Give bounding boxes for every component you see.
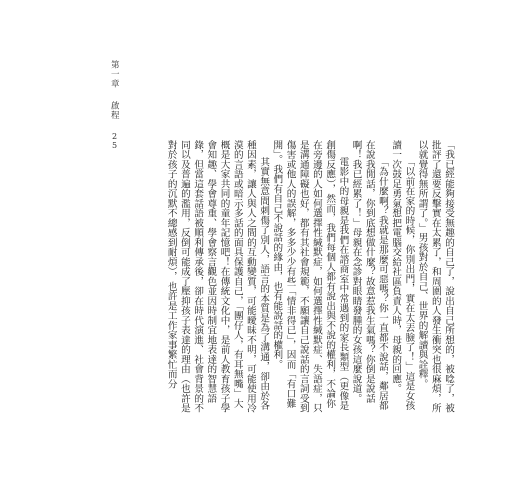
section-title: 啟程: [109, 100, 120, 120]
paragraph: 「為什麼啊？我就是那麼可惡嗎？你一直都不說話，鄰居都在說我閒話，你到底想做什麼？故意惹我生氣嗎？你倒是說話啊！我已經累了！」母親在念診對眼睛發腫的女孩這麼說道。: [350, 140, 388, 411]
paragraph: 「以前在家的時候，你別出門，實在太丟臉了！」這是女孩讀一次鼓足勇氣想把電腦交給社區負責人時，母親的回應。: [390, 140, 415, 411]
paragraph: 「我已經能夠接受無趣的自己了，說出自己所想的，被唸了，被批評了還要反擊實在太累了，和周圍的人發生衝突也很麻煩，所以就覺得無所謂了。」男孩對於自己、世界的解讀與詮釋。: [416, 140, 454, 413]
paragraph: 其實無意間刺傷了別人，語言的本質是為了溝通，卻由於各種因素，讓人與人之間的互動變質，可能曖昧不明，可能使用冷漠的言語或暗示多話的面具保護自己，「團仔人，有耳無嘴」大概是大家共同的童年記憶吧！在傳統文化中，是前人教育孩子學會知趣、學會尊重、學會察言觀色並因時制宜地表達的智慧語錄，但當這套話語被順利傳承後，卻在時代演進、社會背景的不同以及普遍的濫用，反倒可能成了壓抑孩子表達的理由（也許是對於孩子的沉默不總感到耐煩），也許是工作家事繁忙而分: [165, 140, 270, 413]
body-text: [147, 140, 455, 416]
paragraph: 電影中的母親是我們在諮商室中常遇到的家長類型（更像是創傷反應），然而，我們每個人都有說出與不說的權利，不論你在旁邊的人如何選擇性緘默症，如何選擇性緘默症、失語症，只是溝通障礙也好，都有其社會規範，不願讓自己說話的言詞受到傷害或他人的誤解，多多少少有些「情非得已」，因而「有口難開」。我們有自己不說話的緣由，也有能說話的權利。: [271, 140, 349, 413]
chapter-label: 第一章: [109, 60, 120, 89]
page-number: 25: [110, 131, 119, 150]
running-header: [107, 60, 121, 150]
